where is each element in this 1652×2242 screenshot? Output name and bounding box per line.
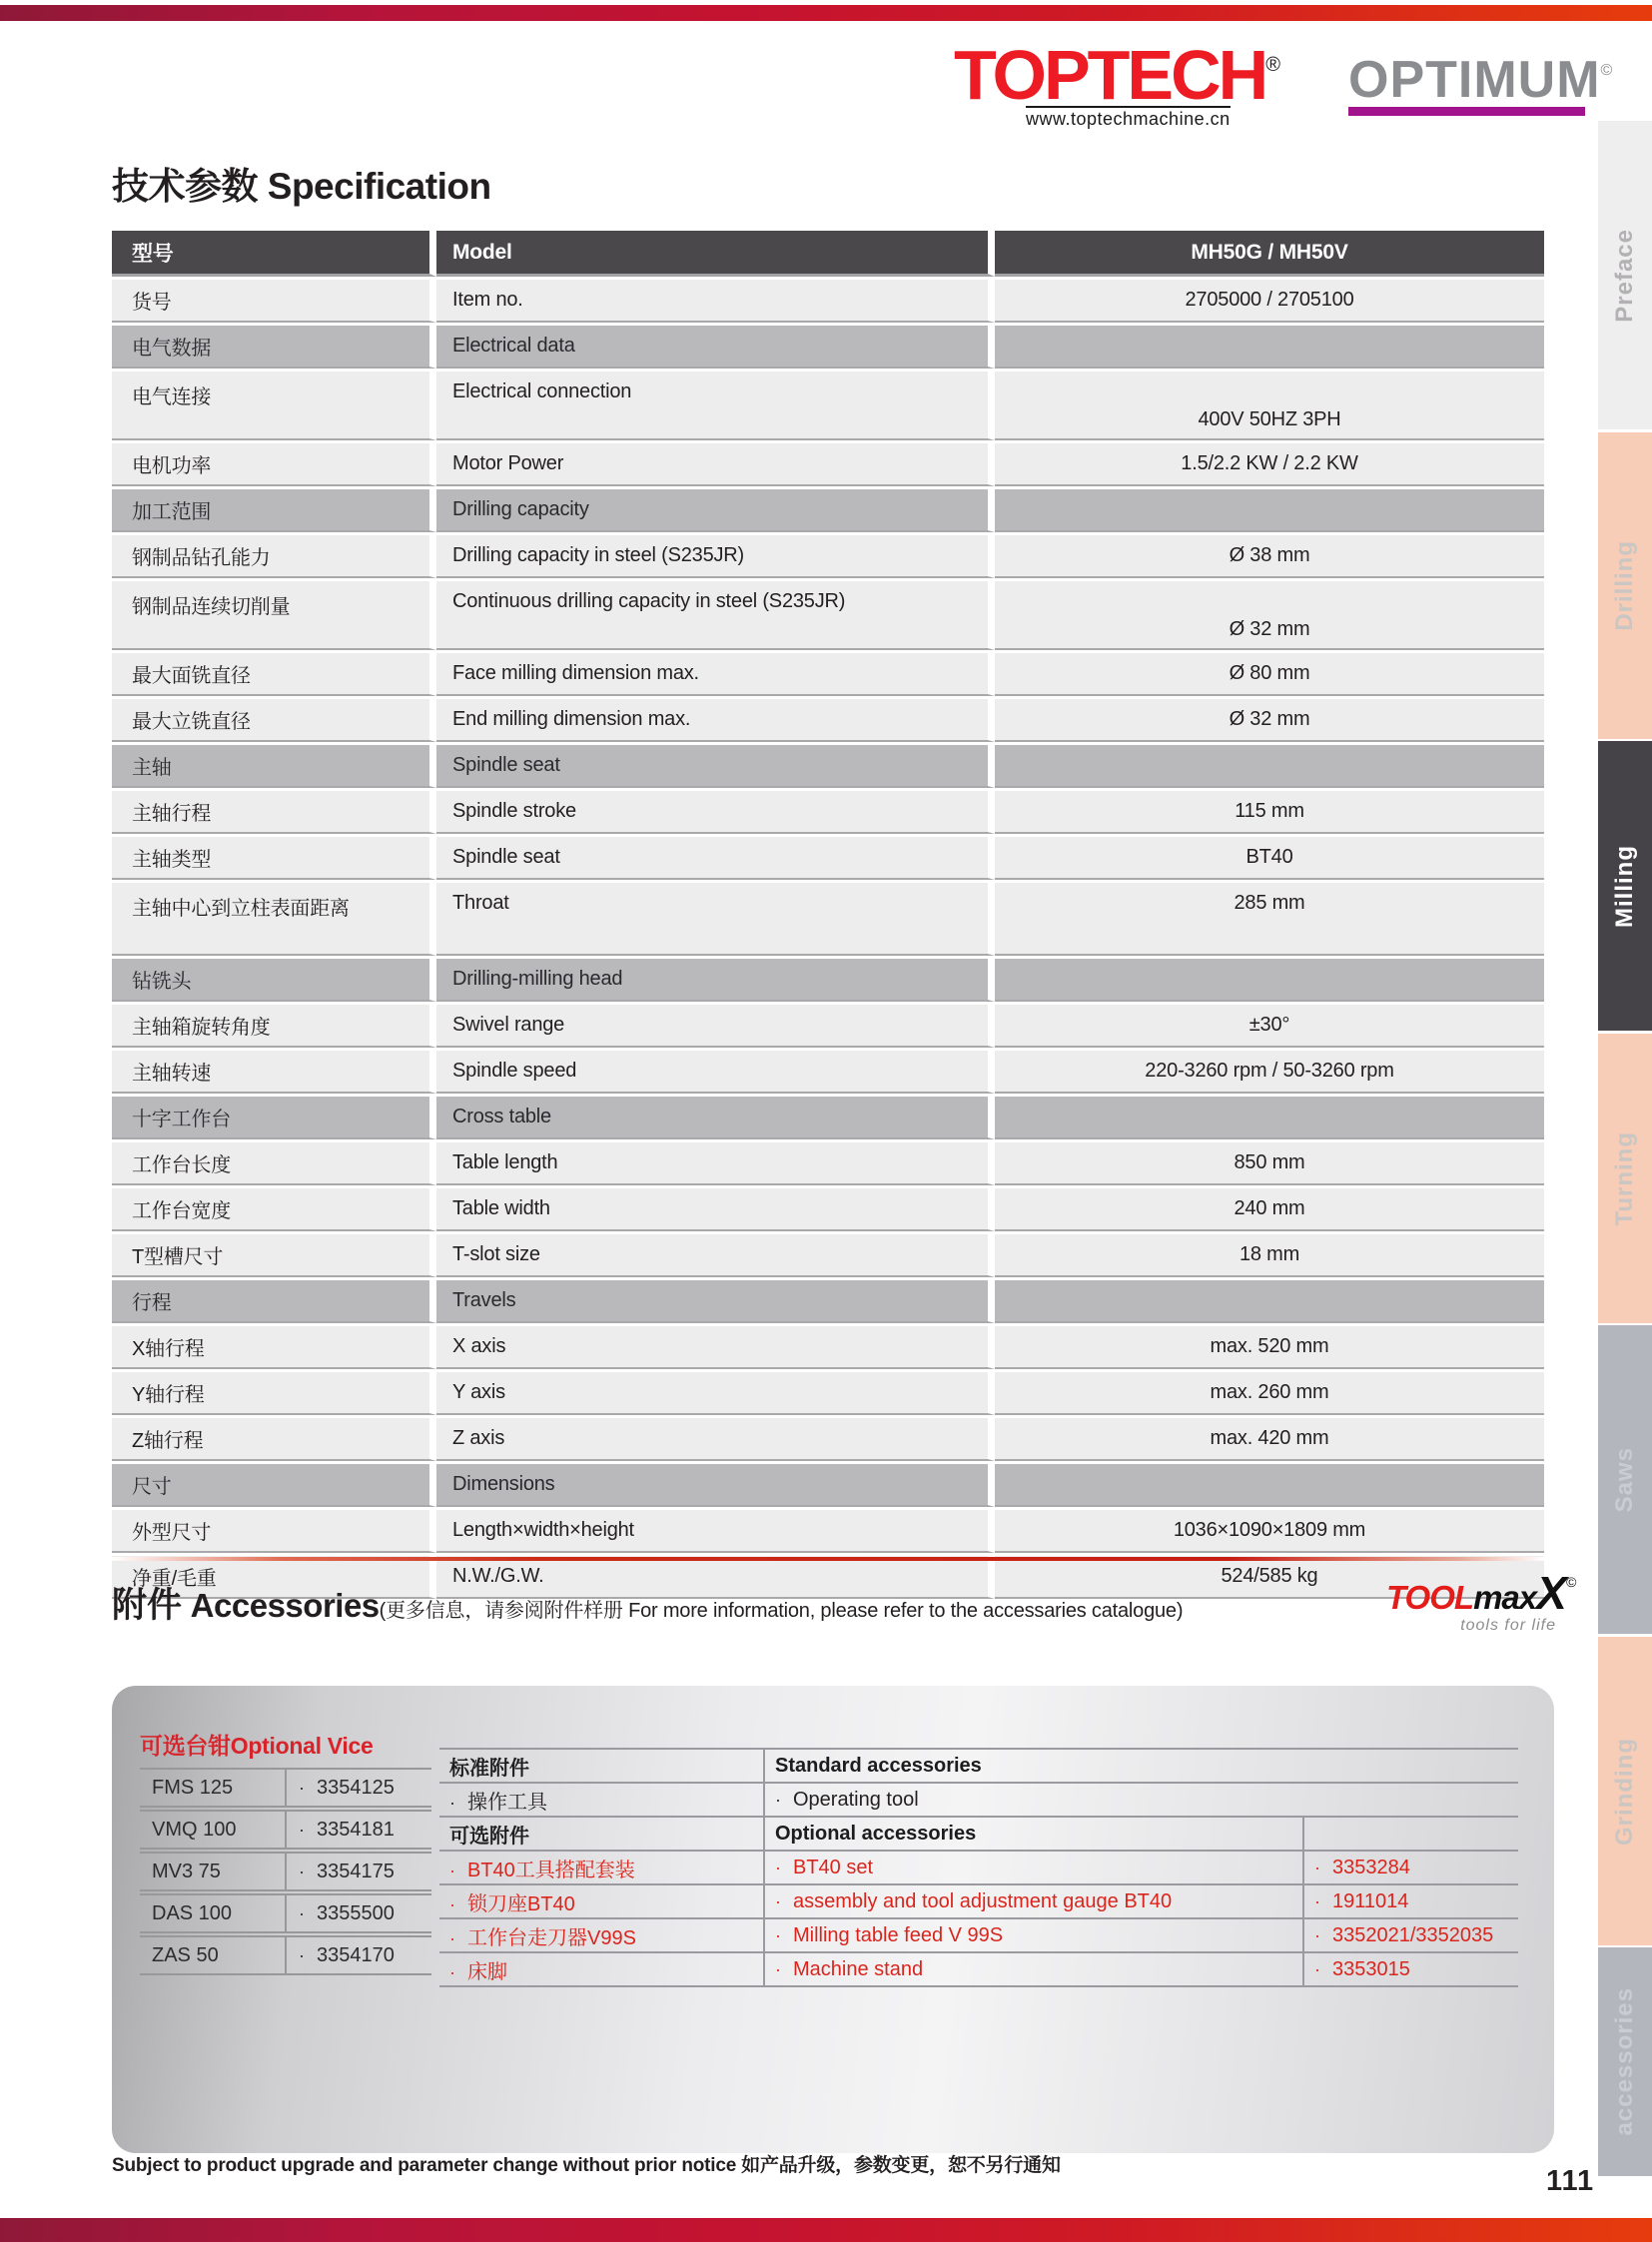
- accessory-row: [439, 1851, 1518, 1884]
- spec-label-en: X axis: [436, 1326, 995, 1369]
- bullet-icon: ·: [1314, 1924, 1320, 1945]
- tab-label: Milling: [1611, 844, 1638, 928]
- accessory-label-en: · Machine stand: [764, 1952, 1303, 1986]
- spec-value: 285 mm: [995, 883, 1544, 956]
- bottom-red-bar: [0, 2218, 1652, 2242]
- bullet-icon: ·: [775, 1857, 781, 1877]
- spec-value: 220-3260 rpm / 50-3260 rpm: [995, 1051, 1544, 1094]
- spec-value: Ø 38 mm: [995, 535, 1544, 578]
- spec-section-row: [112, 959, 1544, 1002]
- accessories-heading-en: Accessories: [182, 1587, 380, 1624]
- spec-label-cn: 电机功率: [112, 443, 436, 486]
- optional-vice-title: 可选台钳Optional Vice: [140, 1733, 374, 1759]
- bullet-icon: ·: [775, 1958, 781, 1979]
- bullet-icon: ·: [299, 1861, 305, 1881]
- spec-value: Ø 80 mm: [995, 653, 1544, 696]
- spec-value: [995, 1280, 1544, 1323]
- spec-label-cn: 主轴: [112, 745, 436, 788]
- bullet-icon: ·: [1314, 1857, 1320, 1877]
- spec-label-en: Spindle seat: [436, 745, 995, 788]
- accessories-heading: [112, 1578, 1380, 1628]
- tab-label: Grinding: [1611, 1737, 1638, 1846]
- spec-label-en: Electrical connection: [436, 372, 995, 440]
- spec-label-cn: 行程: [112, 1280, 436, 1323]
- spec-value: 115 mm: [995, 791, 1544, 834]
- accessory-label-cn: · 锁刀座BT40: [439, 1884, 764, 1918]
- spec-label-en: Spindle speed: [436, 1051, 995, 1094]
- spec-label-en: End milling dimension max.: [436, 699, 995, 742]
- spec-data-row: [112, 883, 1544, 956]
- accessories-heading-note: (更多信息，请参阅附件样册 For more information, please refer to the accessaries catalogue): [379, 1600, 1184, 1622]
- toolmaxx-tagline: tools for life: [1460, 1617, 1556, 1634]
- spec-label-en: Drilling capacity in steel (S235JR): [436, 535, 995, 578]
- accessory-item-no: · 3353015: [1303, 1952, 1518, 1986]
- spec-label-en: Throat: [436, 883, 995, 956]
- spec-value: 524/585 kg: [995, 1556, 1544, 1599]
- registered-mark-icon: ®: [1265, 54, 1280, 76]
- vice-row: [140, 1810, 431, 1850]
- spec-value: Ø 32 mm: [995, 699, 1544, 742]
- spec-label-en: Z axis: [436, 1418, 995, 1461]
- spec-value: max. 260 mm: [995, 1372, 1544, 1415]
- spec-label-en: Table length: [436, 1142, 995, 1185]
- tab-label: Drilling: [1611, 540, 1638, 631]
- accessory-row: [439, 1817, 1518, 1851]
- bullet-icon: ·: [449, 1893, 455, 1914]
- vice-item-no: · 3354181: [287, 1810, 431, 1850]
- spec-section-row: [112, 326, 1544, 369]
- spec-label-en: Table width: [436, 1188, 995, 1231]
- bullet-icon: ·: [449, 1860, 455, 1880]
- bullet-icon: ·: [449, 1792, 455, 1813]
- spec-value: max. 520 mm: [995, 1326, 1544, 1369]
- vice-model: ZAS 50: [140, 1935, 287, 1975]
- spec-value: [995, 745, 1544, 788]
- accessory-row: [439, 1952, 1518, 1986]
- spec-label-en: T-slot size: [436, 1234, 995, 1277]
- spec-label-en: Drilling capacity: [436, 489, 995, 532]
- accessory-label-cn: · BT40工具搭配套装: [439, 1851, 764, 1884]
- spec-data-row: [112, 535, 1544, 578]
- spec-data-row: [112, 1234, 1544, 1277]
- accessory-item-no: · 1911014: [1303, 1884, 1518, 1918]
- accessory-item-no: · 3353284: [1303, 1851, 1518, 1884]
- spec-section-row: [112, 1280, 1544, 1323]
- spec-header-model: MH50G / MH50V: [995, 231, 1544, 277]
- accessory-row: [439, 1749, 1518, 1783]
- spec-data-row: [112, 1418, 1544, 1461]
- bullet-icon: ·: [299, 1944, 305, 1965]
- bullet-icon: ·: [775, 1924, 781, 1945]
- spec-label-en: Continuous drilling capacity in steel (S235JR): [436, 581, 995, 650]
- vice-item-no: · 3354170: [287, 1935, 431, 1975]
- spec-label-cn: 主轴行程: [112, 791, 436, 834]
- spec-data-row: [112, 1372, 1544, 1415]
- spec-label-cn: T型槽尺寸: [112, 1234, 436, 1277]
- spec-section-row: [112, 489, 1544, 532]
- page-title: 技术参数 Specification: [112, 166, 491, 207]
- accessory-label-cn: 可选附件: [439, 1817, 764, 1851]
- copyright-mark-icon: ©: [1600, 62, 1614, 79]
- accessory-label-cn: · 床脚: [439, 1952, 764, 1986]
- accessory-item-no: · 3352021/3352035: [1303, 1918, 1518, 1952]
- spec-label-en: Drilling-milling head: [436, 959, 995, 1002]
- optimum-wordmark: OPTIMUM©: [1348, 51, 1614, 109]
- spec-data-row: [112, 1005, 1544, 1048]
- vice-row: [140, 1893, 431, 1933]
- spec-value: [995, 326, 1544, 369]
- bullet-icon: ·: [1314, 1958, 1320, 1979]
- spec-value: 850 mm: [995, 1142, 1544, 1185]
- spec-header-en: Model: [436, 231, 995, 277]
- spec-data-row: [112, 1142, 1544, 1185]
- spec-data-row: [112, 1188, 1544, 1231]
- spec-label-cn: 货号: [112, 280, 436, 323]
- spec-header-row: [112, 231, 1544, 277]
- spec-section-row: [112, 1097, 1544, 1139]
- vice-row: [140, 1852, 431, 1891]
- accessory-label-cn: · 操作工具: [439, 1783, 764, 1817]
- spec-data-row: [112, 837, 1544, 880]
- spec-label-en: Motor Power: [436, 443, 995, 486]
- spec-label-cn: 主轴转速: [112, 1051, 436, 1094]
- accessory-label-en: · assembly and tool adjustment gauge BT40: [764, 1884, 1303, 1918]
- spec-data-row: [112, 581, 1544, 650]
- spec-data-row: [112, 1051, 1544, 1094]
- accessory-label-en: · BT40 set: [764, 1851, 1303, 1884]
- standard-accessories-table: [439, 1748, 1518, 1987]
- bullet-icon: ·: [299, 1777, 305, 1798]
- spec-value: 1.5/2.2 KW / 2.2 KW: [995, 443, 1544, 486]
- vice-item-no: · 3354175: [287, 1852, 431, 1891]
- vice-row: [140, 1768, 431, 1808]
- tab-milling[interactable]: [1598, 741, 1652, 1031]
- spec-value: 1036×1090×1809 mm: [995, 1510, 1544, 1553]
- accessory-row: [439, 1884, 1518, 1918]
- toptech-logo: [954, 36, 1313, 130]
- spec-label-en: Item no.: [436, 280, 995, 323]
- top-red-bar: [0, 5, 1652, 21]
- spec-label-cn: 工作台长度: [112, 1142, 436, 1185]
- accessory-label-en: Optional accessories: [764, 1817, 1303, 1851]
- bullet-icon: ·: [1314, 1890, 1320, 1911]
- tab-label: Turning: [1611, 1130, 1638, 1226]
- spec-label-cn: 工作台宽度: [112, 1188, 436, 1231]
- section-divider-line: [112, 1557, 1544, 1561]
- tab-label: Preface: [1611, 228, 1638, 323]
- spec-label-en: Dimensions: [436, 1464, 995, 1507]
- spec-value: 2705000 / 2705100: [995, 280, 1544, 323]
- spec-label-cn: 钢制品连续切削量: [112, 581, 436, 650]
- optional-vice-table: [140, 1766, 431, 1977]
- spec-label-en: Spindle seat: [436, 837, 995, 880]
- spec-label-cn: 主轴箱旋转角度: [112, 1005, 436, 1048]
- spec-section-row: [112, 745, 1544, 788]
- bullet-icon: ·: [449, 1961, 455, 1982]
- vice-row: [140, 1935, 431, 1975]
- spec-label-cn: 主轴中心到立柱表面距离: [112, 883, 436, 956]
- copyright-mark-icon: ©: [1565, 1574, 1576, 1590]
- spec-value: 400V 50HZ 3PH: [995, 372, 1544, 440]
- optimum-logo: [1348, 48, 1614, 116]
- toptech-wordmark: TOPTECH®: [954, 36, 1280, 114]
- spec-label-cn: 尺寸: [112, 1464, 436, 1507]
- tab-saws[interactable]: [1598, 1325, 1652, 1634]
- bullet-icon: ·: [449, 1927, 455, 1948]
- spec-data-row: [112, 791, 1544, 834]
- spec-label-cn: X轴行程: [112, 1326, 436, 1369]
- spec-label-cn: 钻铣头: [112, 959, 436, 1002]
- vice-model: MV3 75: [140, 1852, 287, 1891]
- tab-turning[interactable]: [1598, 1034, 1652, 1323]
- accessory-row: [439, 1783, 1518, 1817]
- vice-model: FMS 125: [140, 1768, 287, 1808]
- spec-label-cn: 电气数据: [112, 326, 436, 369]
- spec-value: [995, 489, 1544, 532]
- accessory-row: [439, 1918, 1518, 1952]
- spec-data-row: [112, 372, 1544, 440]
- spec-label-cn: 外型尺寸: [112, 1510, 436, 1553]
- spec-label-cn: Y轴行程: [112, 1372, 436, 1415]
- specification-table: [112, 228, 1544, 1602]
- vice-item-no: · 3354125: [287, 1768, 431, 1808]
- bullet-icon: ·: [299, 1819, 305, 1840]
- accessory-label-cn: · 工作台走刀器V99S: [439, 1918, 764, 1952]
- tab-accessories[interactable]: [1598, 1947, 1652, 2176]
- tab-drilling[interactable]: [1598, 432, 1652, 739]
- spec-value: [995, 959, 1544, 1002]
- spec-value: ±30°: [995, 1005, 1544, 1048]
- spec-value: Ø 32 mm: [995, 581, 1544, 650]
- spec-label-en: Electrical data: [436, 326, 995, 369]
- spec-label-en: Swivel range: [436, 1005, 995, 1048]
- spec-label-en: Face milling dimension max.: [436, 653, 995, 696]
- vice-item-no: · 3355500: [287, 1893, 431, 1933]
- accessories-heading-cn: 附件: [112, 1586, 183, 1625]
- spec-value: 240 mm: [995, 1188, 1544, 1231]
- spec-data-row: [112, 1510, 1544, 1553]
- tab-label: Saws: [1611, 1446, 1638, 1513]
- bullet-icon: ·: [775, 1890, 781, 1911]
- spec-value: [995, 1097, 1544, 1139]
- spec-label-cn: 主轴类型: [112, 837, 436, 880]
- toolmaxx-logo: [1386, 1567, 1576, 1634]
- bullet-icon: ·: [299, 1902, 305, 1923]
- spec-label-en: N.W./G.W.: [436, 1556, 995, 1599]
- page-number: 111: [1546, 2165, 1595, 2197]
- spec-data-row: [112, 1326, 1544, 1369]
- spec-label-en: Length×width×height: [436, 1510, 995, 1553]
- spec-label-cn: 十字工作台: [112, 1097, 436, 1139]
- accessory-label-cn: 标准附件: [439, 1749, 764, 1783]
- spec-section-row: [112, 1464, 1544, 1507]
- spec-label-cn: 电气连接: [112, 372, 436, 440]
- spec-data-row: [112, 699, 1544, 742]
- spec-value: 18 mm: [995, 1234, 1544, 1277]
- footer-disclaimer: Subject to product upgrade and parameter change without prior notice 如产品升级，参数变更，恕不另行通知: [112, 2155, 1061, 2176]
- spec-data-row: [112, 443, 1544, 486]
- spec-label-cn: Z轴行程: [112, 1418, 436, 1461]
- spec-data-row: [112, 653, 1544, 696]
- bullet-icon: ·: [775, 1789, 781, 1810]
- spec-label-cn: 钢制品钻孔能力: [112, 535, 436, 578]
- spec-label-cn: 净重/毛重: [112, 1556, 436, 1599]
- tab-grinding[interactable]: [1598, 1637, 1652, 1945]
- spec-value: [995, 1464, 1544, 1507]
- spec-label-en: Y axis: [436, 1372, 995, 1415]
- spec-value: BT40: [995, 837, 1544, 880]
- tab-preface[interactable]: [1598, 121, 1652, 429]
- toptech-url: www.toptechmachine.cn: [1026, 106, 1231, 130]
- accessory-label-en: · Operating tool: [764, 1783, 1518, 1817]
- toolmaxx-wordmark: TOOLmaxX©: [1386, 1567, 1576, 1619]
- accessory-label-en: · Milling table feed V 99S: [764, 1918, 1303, 1952]
- vice-model: VMQ 100: [140, 1810, 287, 1850]
- accessory-item-no: [1303, 1817, 1518, 1851]
- spec-label-en: Cross table: [436, 1097, 995, 1139]
- vice-model: DAS 100: [140, 1893, 287, 1933]
- spec-label-cn: 最大立铣直径: [112, 699, 436, 742]
- tab-label: accessories: [1611, 1987, 1638, 2136]
- spec-label-cn: 最大面铣直径: [112, 653, 436, 696]
- spec-label-en: Travels: [436, 1280, 995, 1323]
- accessory-label-en: Standard accessories: [764, 1749, 1518, 1783]
- spec-label-en: Spindle stroke: [436, 791, 995, 834]
- spec-value: max. 420 mm: [995, 1418, 1544, 1461]
- spec-data-row: [112, 280, 1544, 323]
- spec-header-cn: 型号: [112, 231, 436, 277]
- spec-label-cn: 加工范围: [112, 489, 436, 532]
